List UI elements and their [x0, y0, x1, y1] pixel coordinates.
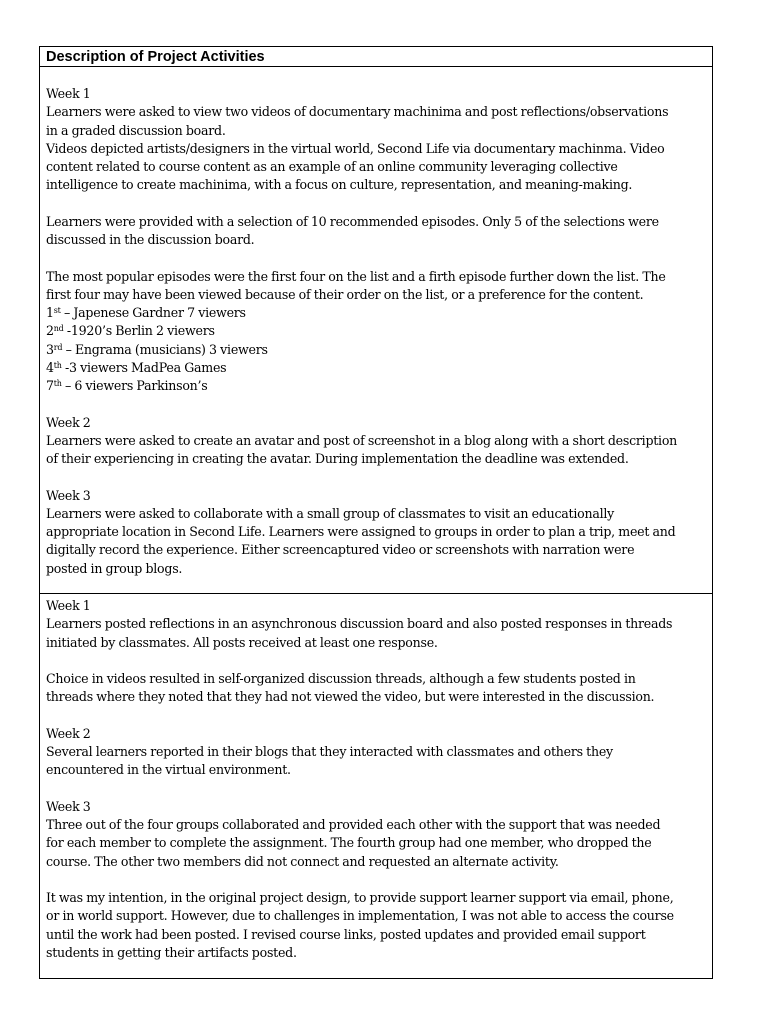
- s1-week1-p4-line: first four may have been viewed because of their order on the list, or a preference for the content.: [46, 286, 644, 302]
- s2-week2-block: [46, 725, 706, 780]
- table-header-title: Description of Project Activities: [46, 49, 265, 65]
- s1-week1-p2-line: intelligence to create machinima, with a focus on culture, representation, and meaning-making.: [46, 177, 633, 193]
- s2-week1-block: [46, 597, 706, 652]
- activities-outcomes-cell: [40, 594, 712, 978]
- s2-week1-p2-line: threads where they noted that they had not viewed the video, but were interested in the discussion.: [46, 689, 655, 705]
- s2-week1-p2: [46, 670, 706, 707]
- table-header: [40, 47, 712, 67]
- s1-week3-line: appropriate location in Second Life. Learners were assigned to groups in order to plan a trip, meet and: [46, 524, 676, 539]
- s2-week3-block: [46, 798, 706, 871]
- s2-closing-line: It was my intention, in the original project design, to provide support learner support via email, phone,: [46, 890, 674, 905]
- s2-closing-line: students in getting their artifacts posted.: [46, 944, 297, 960]
- s1-week3-line: posted in group blogs.: [46, 560, 183, 576]
- episode-item: 2nd -1920’s Berlin 2 viewers: [46, 323, 215, 339]
- s1-week3-block: [46, 487, 706, 578]
- s1-week1-p4: [46, 268, 706, 396]
- s2-week1-title: Week 1: [46, 598, 91, 613]
- s1-week3-line: Learners were asked to collaborate with a small group of classmates to visit an educationally: [46, 505, 615, 521]
- s1-week1-p1-line: in a graded discussion board.: [46, 122, 226, 138]
- s2-week2-line: Several learners reported in their blogs that they interacted with classmates and others they: [46, 744, 613, 759]
- s1-week1-title: Week 1: [46, 86, 91, 101]
- s2-week3-line: course. The other two members did not connect and requested an alternate activity.: [46, 853, 559, 869]
- s2-week2-title: Week 2: [46, 725, 91, 741]
- s1-week2-line: Learners were asked to create an avatar and post of screenshot in a blog along with a short description: [46, 432, 678, 448]
- s1-week2-block: [46, 414, 706, 469]
- activities-description-cell: [40, 67, 712, 594]
- s1-week3-line: digitally record the experience. Either screencaptured video or screenshots with narration were: [46, 542, 635, 558]
- s2-closing-line: until the work had been posted. I revised course links, posted updates and provided email support: [46, 926, 646, 942]
- s1-week1-p3-line: discussed in the discussion board.: [46, 232, 255, 247]
- episode-item: 7th – 6 viewers Parkinson’s: [46, 378, 208, 393]
- s2-closing-line: or in world support. However, due to challenges in implementation, I was not able to access the course: [46, 908, 674, 924]
- s1-week1-p2-line: Videos depicted artists/designers in the virtual world, Second Life via documentary machinma. Video: [46, 140, 665, 156]
- s1-week2-line: of their experiencing in creating the avatar. During implementation the deadline was extended.: [46, 451, 629, 466]
- s1-week2-title: Week 2: [46, 414, 91, 430]
- s1-week1-p1-line: Learners were asked to view two videos of documentary machinima and post reflections/observations: [46, 104, 669, 120]
- episode-item: 3rd – Engrama (musicians) 3 viewers: [46, 341, 268, 357]
- s2-week3-title: Week 3: [46, 798, 91, 814]
- s2-week1-p1-line: Learners posted reflections in an asynchronous discussion board and also posted responses in threads: [46, 616, 673, 632]
- s1-week1-p4-line: The most popular episodes were the first four on the list and a firth episode further down the list. The: [46, 268, 666, 284]
- s1-week3-title: Week 3: [46, 487, 91, 503]
- s1-week1-block: [46, 85, 706, 195]
- s2-week1-p2-line: Choice in videos resulted in self-organized discussion threads, although a few students posted in: [46, 671, 636, 686]
- s2-week1-p1-line: initiated by classmates. All posts received at least one response.: [46, 634, 438, 650]
- s2-closing-block: [46, 889, 706, 962]
- s2-week3-line: Three out of the four groups collaborated and provided each other with the support that was needed: [46, 817, 661, 832]
- s2-week2-line: encountered in the virtual environment.: [46, 762, 291, 778]
- episode-item: 1st – Japenese Gardner 7 viewers: [46, 305, 246, 320]
- project-activities-table: [39, 46, 713, 979]
- s1-week1-p3: [46, 213, 706, 250]
- episode-item: 4th -3 viewers MadPea Games: [46, 359, 227, 375]
- s1-week1-p2-line: content related to course content as an example of an online community leveraging collective: [46, 159, 618, 174]
- s2-week3-line: for each member to complete the assignment. The fourth group had one member, who dropped the: [46, 835, 652, 851]
- s1-week1-p3-line: Learners were provided with a selection of 10 recommended episodes. Only 5 of the selections were: [46, 213, 659, 229]
